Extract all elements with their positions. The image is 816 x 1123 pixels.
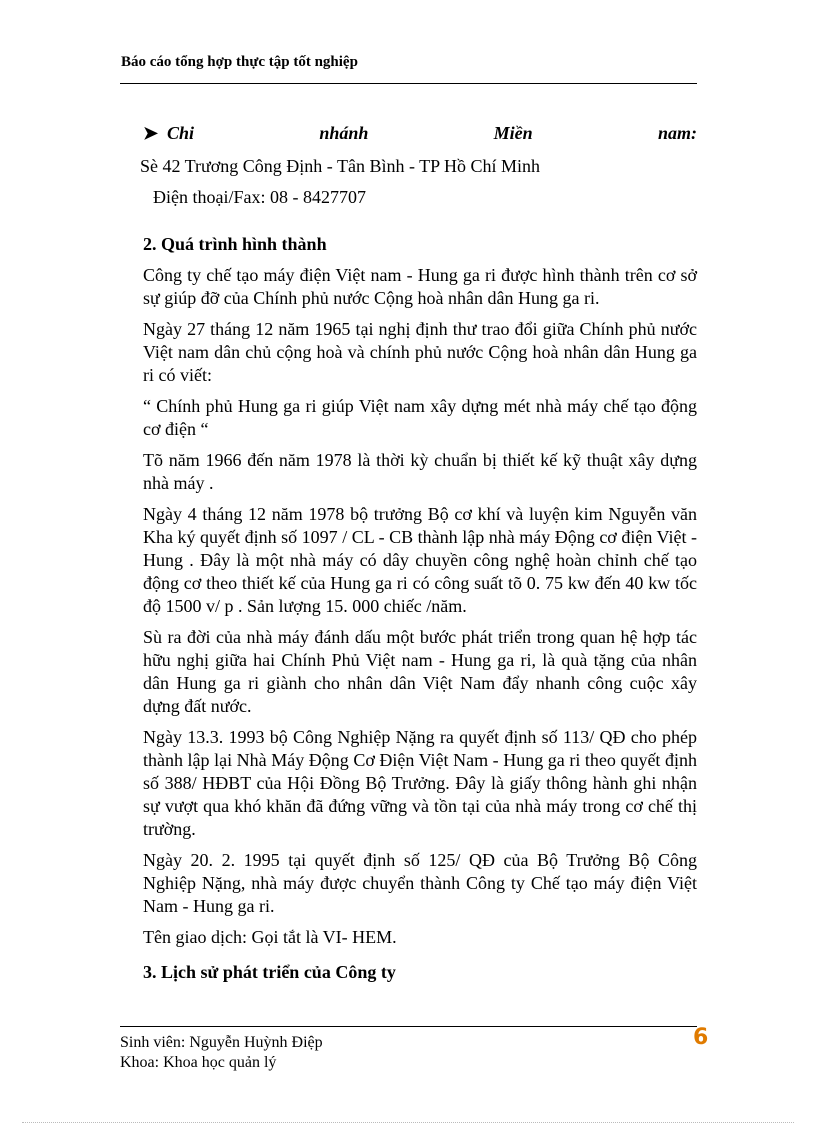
paragraph: Tên giao dịch: Gọi tắt là VI- HEM. <box>143 927 397 947</box>
paragraph: Công ty chế tạo máy điện Việt nam - Hung ga ri được hình thành trên cơ sở sự giúp đỡ của Chính phủ nước Cộng hoà nhân dân Hung ga ri. <box>143 265 697 308</box>
branch-word: Chi <box>167 123 195 143</box>
section-2-heading: 2. Quá trình hình thành <box>143 234 327 254</box>
arrow-bullet-icon: ➤ <box>143 123 159 143</box>
footer-student: Sinh viên: Nguyễn Huỳnh Điệp <box>120 1034 323 1051</box>
paragraph: Ngày 4 tháng 12 năm 1978 bộ trưởng Bộ cơ khí và luyện kim Nguyễn văn Kha ký quyết định số 1097 / CL - CB thành lập nhà máy Động cơ điện Việt - Hung . Đây là một nhà máy có dây chuyền công nghệ hoàn chỉnh chế tạo động cơ theo thiết kế của Hung ga ri có công suất tõ 0. 75 kw đến 40 kw tốc độ 1500 v/ p . Sản lượng 15. 000 chiếc /năm. <box>143 504 697 616</box>
document-body <box>140 118 697 984</box>
branch-word: nhánh <box>319 123 369 143</box>
paragraph: Tõ năm 1966 đến năm 1978 là thời kỳ chuẩn bị thiết kế kỹ thuật xây dựng nhà máy . <box>143 450 697 493</box>
header-title: Báo cáo tổng hợp thực tập tốt nghiệp <box>121 54 358 70</box>
footer-faculty: Khoa: Khoa học quản lý <box>120 1054 277 1071</box>
paragraph: Sù ra đời của nhà máy đánh dấu một bước phát triển trong quan hệ hợp tác hữu nghị giữa hai Chính Phủ Việt nam - Hung ga ri, là quà tặng của nhân dân Hung ga ri giành cho nhân dân Việt Nam đẩy nhanh công cuộc xây dựng đất nước. <box>143 627 697 716</box>
footer-divider <box>120 1026 697 1027</box>
paragraph: Ngày 20. 2. 1995 tại quyết định số 125/ QĐ của Bộ Trưởng Bộ Công Nghiệp Nặng, nhà máy được chuyển thành Công ty Chế tạo máy điện Việt Nam - Hung ga ri. <box>143 850 697 916</box>
branch-word: nam: <box>657 123 697 143</box>
page-number: 6 <box>693 1025 709 1050</box>
paragraph: Ngày 27 tháng 12 năm 1965 tại nghị định thư trao đổi giữa Chính phủ nước Việt nam dân chủ cộng hoà và chính phủ nước Cộng hoà nhân dân Hung ga ri có viết: <box>143 319 697 385</box>
branch-address: Sè 42 Trương Công Định - Tân Bình - TP Hồ Chí Minh <box>140 156 540 176</box>
paragraph: Ngày 13.3. 1993 bộ Công Nghiệp Nặng ra quyết định số 113/ QĐ cho phép thành lập lại Nhà Máy Động Cơ Điện Việt Nam - Hung ga ri theo quyết định số 388/ HĐBT của Hội Đồng Bộ Trưởng. Đây là giấy thông hành ghi nhận sự vượt qua khó khăn đã đứng vững và tồn tại của nhà máy trong cơ chế thị trường. <box>143 727 697 839</box>
branch-phone: Điện thoại/Fax: 08 - 8427707 <box>153 187 366 207</box>
section-3-heading: 3. Lịch sử phát triển của Công ty <box>143 962 396 982</box>
paragraph: “ Chính phủ Hung ga ri giúp Việt nam xây dựng mét nhà máy chế tạo động cơ điện “ <box>143 396 697 439</box>
branch-title <box>167 122 697 145</box>
branch-word: Miền <box>493 123 533 143</box>
branch-line <box>143 122 697 145</box>
header-divider <box>120 83 697 84</box>
